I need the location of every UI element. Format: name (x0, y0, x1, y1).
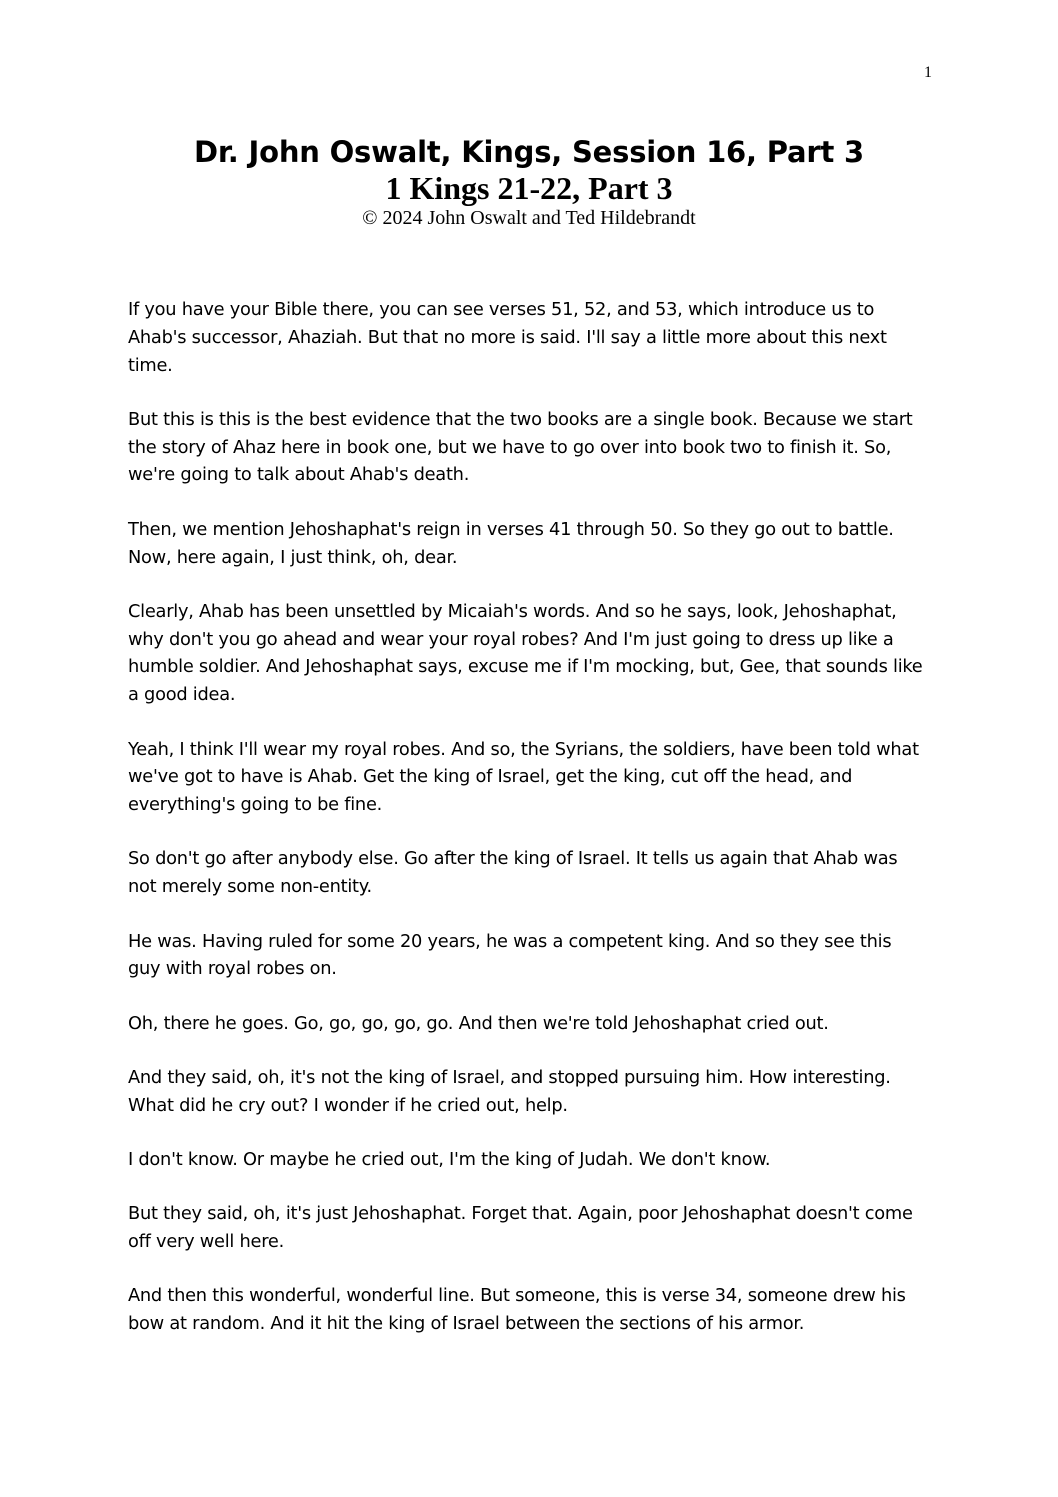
paragraph: Oh, there he goes. Go, go, go, go, go. And then we're told Jehoshaphat cried out. (128, 1012, 829, 1034)
paragraph: I don't know. Or maybe he cried out, I'm the king of Judah. We don't know. (128, 1149, 771, 1171)
copyright-line: © 2024 John Oswalt and Ted Hildebrandt (362, 207, 696, 229)
paragraph: And they said, oh, it's not the king of Israel, and stopped pursuing him. How interesting. What did he cry out? I wonder if he cried out, help. (128, 1066, 891, 1116)
transcript-body (128, 296, 928, 1365)
paragraph: If you have your Bible there, you can see verses 51, 52, and 53, which introduce us to Ahab's successor, Ahaziah. But that no more is said. I'll say a little more about this next time. (128, 299, 887, 376)
paragraph: Then, we mention Jehoshaphat's reign in verses 41 through 50. So they go out to battle. Now, here again, I just think, oh, dear. (128, 518, 894, 568)
paragraph: But this is this is the best evidence that the two books are a single book. Because we start the story of Ahaz here in book one, but we have to go over into book two to finish it. So, we're going to talk about Ahab's death. (128, 408, 913, 486)
paragraph: And then this wonderful, wonderful line. But someone, this is verse 34, someone drew his bow at random. And it hit the king of Israel between the sections of his armor. (128, 1285, 906, 1335)
document-title: Dr. John Oswalt, Kings, Session 16, Part 3 (193, 135, 865, 169)
paragraph: Clearly, Ahab has been unsettled by Micaiah's words. And so he says, look, Jehoshaphat, why don't you go ahead and wear your royal robes? And I'm just going to dress up like a humble soldier. And Jehoshaphat says, excuse me if I'm mocking, but, Gee, that sounds like a good idea. (128, 600, 923, 706)
paragraph: So don't go after anybody else. Go after the king of Israel. It tells us again that Ahab was not merely some non-entity. (128, 848, 898, 898)
page-number: 1 (924, 64, 932, 81)
document-subtitle: 1 Kings 21-22, Part 3 (385, 170, 673, 206)
paragraph: Yeah, I think I'll wear my royal robes. And so, the Syrians, the soldiers, have been told what we've got to have is Ahab. Get the king of Israel, get the king, cut off the head, and everything's going to be fine. (128, 738, 919, 816)
paragraph: He was. Having ruled for some 20 years, he was a competent king. And so they see this guy with royal robes on. (128, 930, 892, 980)
document-header (0, 134, 1058, 230)
paragraph: But they said, oh, it's just Jehoshaphat. Forget that. Again, poor Jehoshaphat doesn't come off very well here. (128, 1203, 913, 1253)
